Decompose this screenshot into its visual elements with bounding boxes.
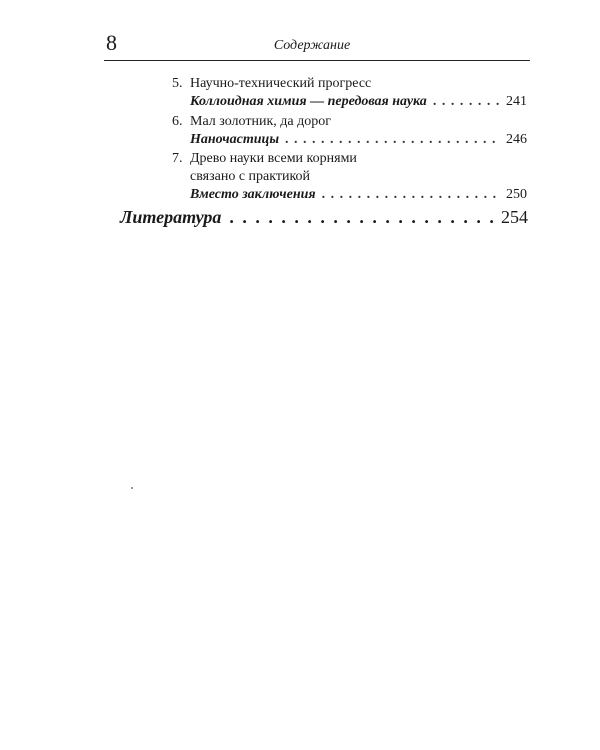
entry-number: 7. xyxy=(172,151,183,166)
running-title: Содержание xyxy=(273,38,351,53)
entry-number: 5. xyxy=(172,76,183,91)
page-number: 8 xyxy=(106,30,117,55)
entry-subtitle: Коллоидная химия — передовая наука xyxy=(190,94,427,109)
scan-speck xyxy=(131,487,133,489)
literature-page-number: 254 xyxy=(501,207,528,227)
entry-page-number: 250 xyxy=(506,187,527,202)
entry-page-number: 246 xyxy=(506,132,527,147)
dot-leader xyxy=(322,186,500,204)
entry-title-line: связано с практикой xyxy=(190,169,311,184)
entry-title-line: Древо науки всеми корнями xyxy=(190,151,357,166)
toc-entry-subtitle-row[interactable] xyxy=(190,93,527,111)
entry-title-line: Научно-технический прогресс xyxy=(190,76,372,91)
literature-title: Литература xyxy=(120,207,222,227)
entry-page-number: 241 xyxy=(506,94,527,109)
entry-title-line: Мал золотник, да дорог xyxy=(190,114,331,129)
toc-literature-row[interactable] xyxy=(120,206,528,228)
dot-leader xyxy=(433,93,500,111)
dot-leader xyxy=(285,131,500,149)
toc-entry-subtitle-row[interactable] xyxy=(190,186,527,204)
entry-subtitle: Наночастицы xyxy=(190,132,280,147)
entry-subtitle: Вместо заключения xyxy=(190,187,316,202)
toc-entry-subtitle-row[interactable] xyxy=(190,131,527,149)
entry-number: 6. xyxy=(172,114,183,129)
header-rule xyxy=(104,60,530,61)
dot-leader xyxy=(229,206,493,228)
